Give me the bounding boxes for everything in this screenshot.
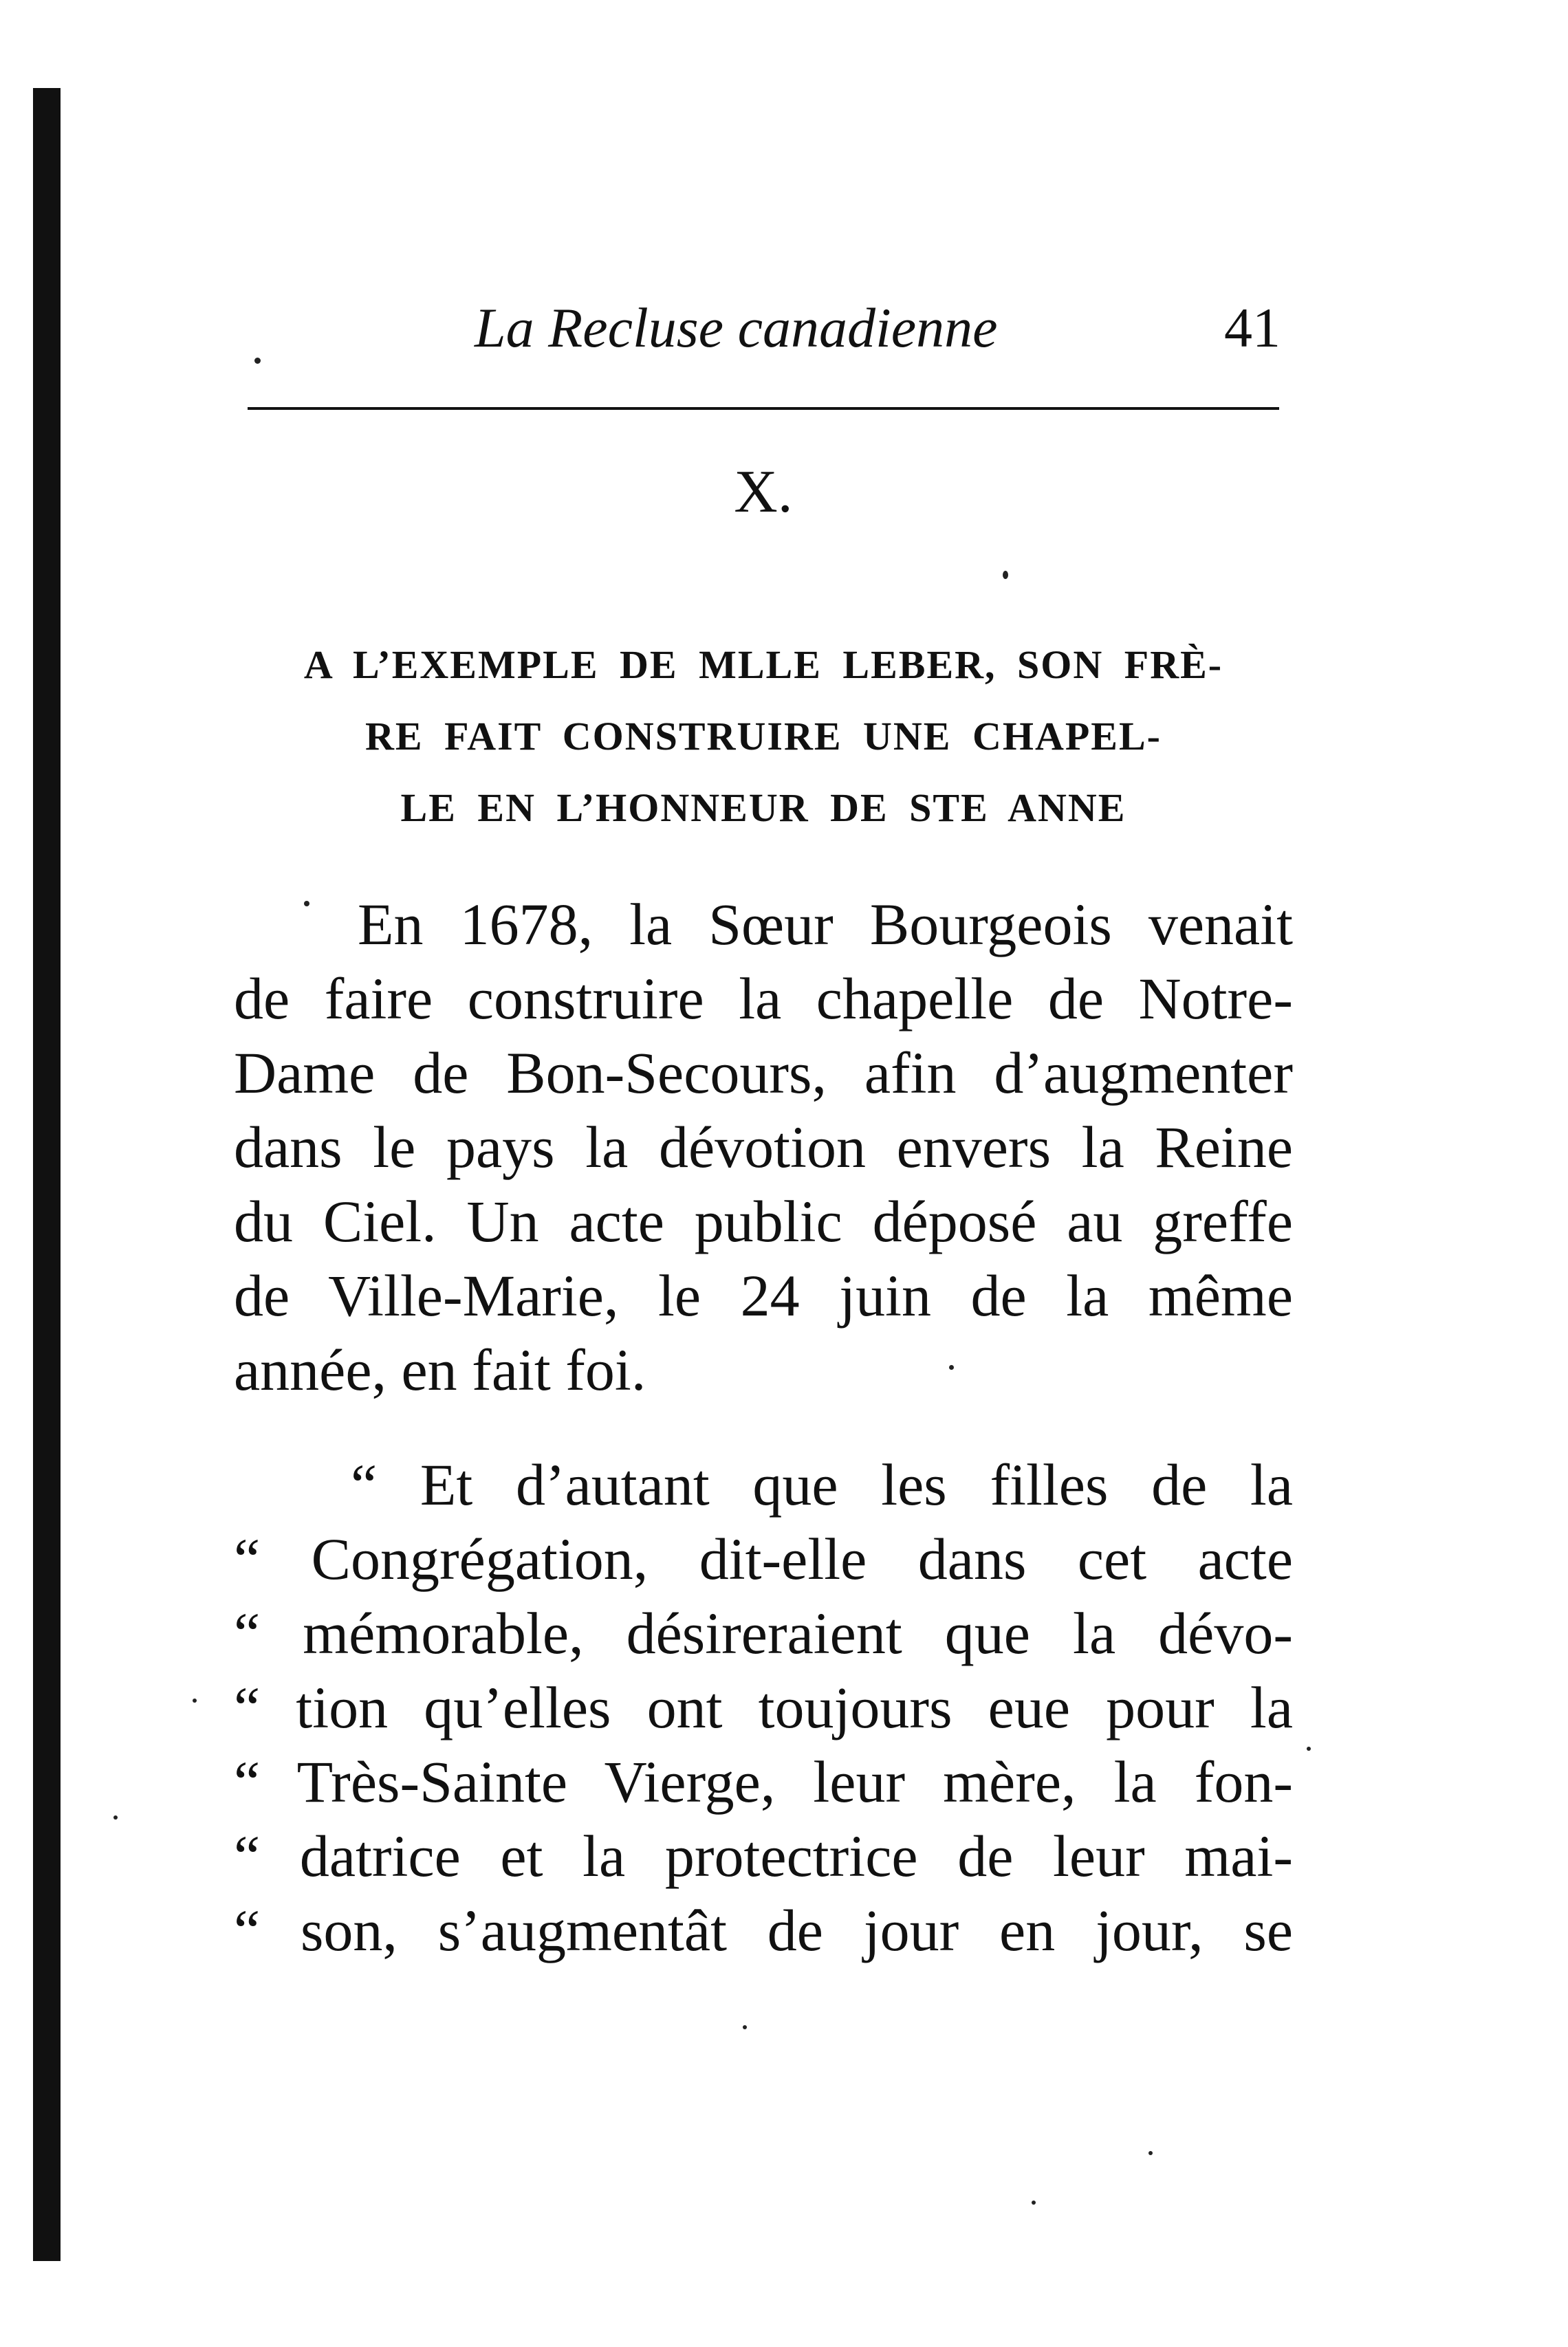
- paragraph-line: du Ciel. Un acte public déposé au greffe: [234, 1188, 1293, 1254]
- running-title: La Recluse canadienne: [475, 296, 998, 359]
- chapter-heading: [234, 629, 1293, 844]
- paragraph-line: Dame de Bon-Secours, afin d’augmenter: [234, 1040, 1293, 1106]
- scan-speck: [743, 2025, 747, 2029]
- chapter-heading-line: LE EN L’HONNEUR DE STE ANNE: [400, 785, 1126, 830]
- page-number: 41: [1224, 296, 1281, 359]
- scan-speck: [254, 358, 261, 364]
- chapter-heading-line: A L’EXEMPLE DE MLLE LEBER, SON FRÈ-: [303, 642, 1223, 687]
- running-head: [234, 289, 1293, 371]
- book-page: [234, 0, 1293, 2347]
- header-rule: [248, 407, 1279, 410]
- scan-speck: [193, 1699, 197, 1703]
- paragraph-line: En 1678, la Sœur Bourgeois venait: [358, 891, 1293, 957]
- scan-speck: [304, 901, 309, 906]
- chapter-number: X.: [734, 459, 793, 525]
- quoted-paragraph: [234, 1448, 1293, 1967]
- paragraph-line: “ tion qu’elles ont toujours eue pour la: [234, 1674, 1293, 1740]
- paragraph-line: de Ville-Marie, le 24 juin de la même: [234, 1263, 1293, 1329]
- paragraph-line: “ son, s’augmentât de jour en jour, se: [234, 1897, 1293, 1963]
- paragraph-line: “ datrice et la protectrice de leur mai-: [234, 1823, 1293, 1889]
- scan-speck: [1032, 2201, 1036, 2205]
- scan-speck: [949, 1365, 954, 1370]
- chapter-heading-line: RE FAIT CONSTRUIRE UNE CHAPEL-: [365, 714, 1162, 758]
- scan-speck: [1148, 2151, 1153, 2155]
- paragraph-line: “ Très-Sainte Vierge, leur mère, la fon-: [234, 1749, 1293, 1815]
- paragraph-line: année, en fait foi.: [234, 1337, 646, 1403]
- scan-speck: [1307, 1747, 1311, 1751]
- paragraph-line: “ Congrégation, dit-elle dans cet acte: [234, 1526, 1293, 1592]
- body-paragraph: [234, 887, 1293, 1407]
- scan-speck: [1003, 571, 1008, 579]
- scan-speck: [113, 1815, 118, 1820]
- paragraph-line: “ mémorable, désireraient que la dévo-: [234, 1600, 1293, 1666]
- scan-binding-edge: [33, 88, 61, 2261]
- paragraph-line: dans le pays la dévotion envers la Reine: [234, 1114, 1293, 1180]
- paragraph-line: de faire construire la chapelle de Notre-: [234, 965, 1293, 1031]
- paragraph-line: “ Et d’autant que les filles de la: [351, 1452, 1293, 1518]
